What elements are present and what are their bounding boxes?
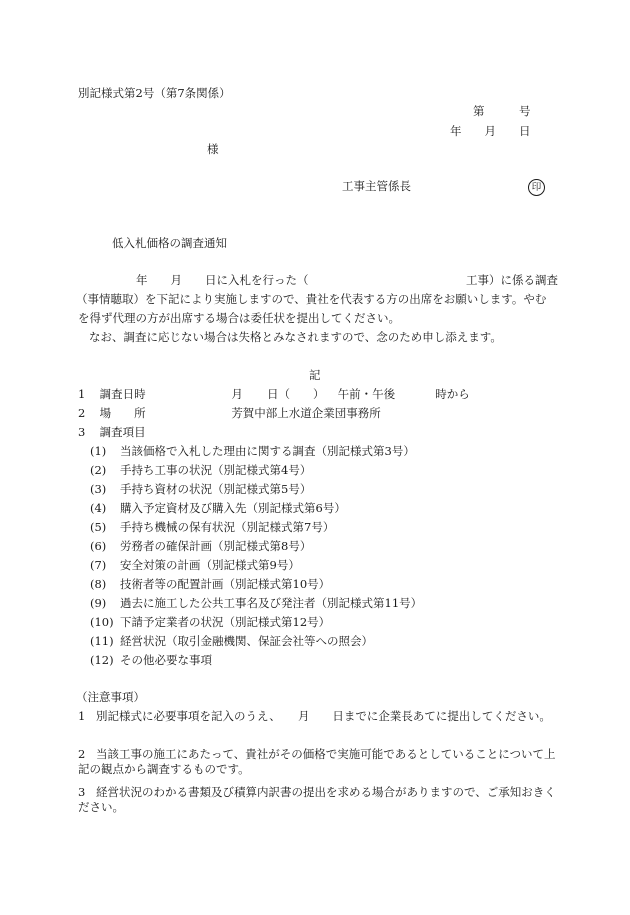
section-survey-items bbox=[78, 425, 146, 440]
item-number: (4) bbox=[90, 501, 107, 515]
intro-line-3: を得ず代理の方が出席する場合は委任状を提出してください。 bbox=[78, 311, 400, 325]
schedule-from: 時から bbox=[435, 387, 470, 401]
item-number: (9) bbox=[90, 596, 107, 610]
note-text: 別記様式に必要事項を記入のうえ、 月 日までに企業長あてに提出してください。 bbox=[96, 709, 551, 723]
schedule-ampm: 午前・午後 bbox=[337, 387, 396, 401]
item-text: 安全対策の計画（別記様式第9号） bbox=[120, 558, 300, 572]
intro-line-4: なお、調査に応じない場合は失格とみなされますので、念のため申し添えます。 bbox=[89, 330, 502, 344]
ki-heading: 記 bbox=[309, 368, 321, 382]
document-title: 低入札価格の調査通知 bbox=[112, 236, 227, 250]
list-item bbox=[90, 634, 373, 649]
list-item bbox=[90, 482, 311, 497]
item-text: 過去に施工した公共工事名及び発注者（別記様式第11号） bbox=[120, 596, 423, 610]
form-number-title: 別記様式第2号（第7条関係） bbox=[78, 86, 231, 100]
item-number: (7) bbox=[90, 558, 107, 572]
note-text: 経営状況のわかる書類及び積算内訳書の提出を求める場合がありますので、ご承知おきください。 bbox=[78, 785, 556, 814]
item-text: 手持ち機械の保有状況（別記様式第7号） bbox=[120, 520, 335, 534]
list-item bbox=[90, 558, 300, 573]
list-item bbox=[90, 501, 346, 516]
schedule-day: 日（ ） bbox=[266, 387, 325, 401]
section-label: 調査日時 bbox=[99, 387, 146, 401]
item-text: 購入予定資材及び購入先（別記様式第6号） bbox=[120, 501, 346, 515]
item-text: 下請予定業者の状況（別記様式第12号） bbox=[120, 615, 331, 629]
note-item bbox=[78, 747, 562, 777]
addressee-suffix: 様 bbox=[207, 142, 219, 156]
item-text: 当該価格で入札した理由に関する調査（別記様式第3号） bbox=[120, 444, 415, 458]
list-item bbox=[90, 444, 415, 459]
item-number: (11) bbox=[90, 634, 114, 648]
note-number: 3 bbox=[78, 785, 86, 799]
section-location bbox=[78, 406, 381, 421]
schedule-month: 月 bbox=[231, 387, 243, 401]
note-number: 2 bbox=[78, 747, 86, 761]
item-number: (8) bbox=[90, 577, 107, 591]
item-number: (5) bbox=[90, 520, 107, 534]
item-number: (12) bbox=[90, 653, 114, 667]
location-value: 芳賀中部上水道企業団事務所 bbox=[231, 406, 381, 420]
section-label: 調査項目 bbox=[99, 425, 146, 439]
intro-date-part: 年 月 日に入札を行った（ bbox=[136, 273, 309, 287]
item-text: 技術者等の配置計画（別記様式第10号） bbox=[120, 577, 331, 591]
list-item bbox=[90, 539, 311, 554]
list-item bbox=[90, 463, 311, 478]
list-item bbox=[90, 653, 212, 668]
item-number: (1) bbox=[90, 444, 107, 458]
list-item bbox=[90, 577, 330, 592]
item-text: 経営状況（取引金融機関、保証会社等への照会） bbox=[120, 634, 373, 648]
seal-mark: 印 bbox=[528, 179, 545, 196]
note-number: 1 bbox=[78, 709, 86, 723]
item-text: 労務者の確保計画（別記様式第8号） bbox=[120, 539, 312, 553]
item-number: (6) bbox=[90, 539, 107, 553]
intro-line-2: （事情聴取）を下記により実施しますので、貴社を代表する方の出席をお願いします。やむ bbox=[76, 292, 547, 306]
item-text: 手持ち工事の状況（別記様式第4号） bbox=[120, 463, 312, 477]
list-item bbox=[90, 520, 334, 535]
notes-heading: （注意事項） bbox=[76, 690, 145, 704]
item-number: (2) bbox=[90, 463, 107, 477]
section-schedule bbox=[78, 387, 470, 402]
item-number: (10) bbox=[90, 615, 114, 629]
section-number: 2 bbox=[78, 406, 86, 420]
section-label: 場 所 bbox=[99, 406, 146, 420]
document-date: 年 月 日 bbox=[450, 124, 531, 138]
item-text: 手持ち資材の状況（別記様式第5号） bbox=[120, 482, 312, 496]
item-number: (3) bbox=[90, 482, 107, 496]
list-item bbox=[90, 615, 330, 630]
note-text: 当該工事の施工にあたって、貴社がその価格で実施可能であるとしていることについて上記の観点から調査するものです。 bbox=[78, 747, 556, 776]
intro-project-part: 工事）に係る調査 bbox=[466, 273, 558, 287]
sender-title: 工事主管係長 bbox=[342, 179, 411, 193]
document-number: 第 号 bbox=[473, 104, 531, 118]
list-item bbox=[90, 596, 422, 611]
note-item bbox=[78, 785, 562, 815]
section-number: 1 bbox=[78, 387, 86, 401]
item-text: その他必要な事項 bbox=[120, 653, 212, 667]
section-number: 3 bbox=[78, 425, 86, 439]
note-item bbox=[78, 709, 562, 724]
